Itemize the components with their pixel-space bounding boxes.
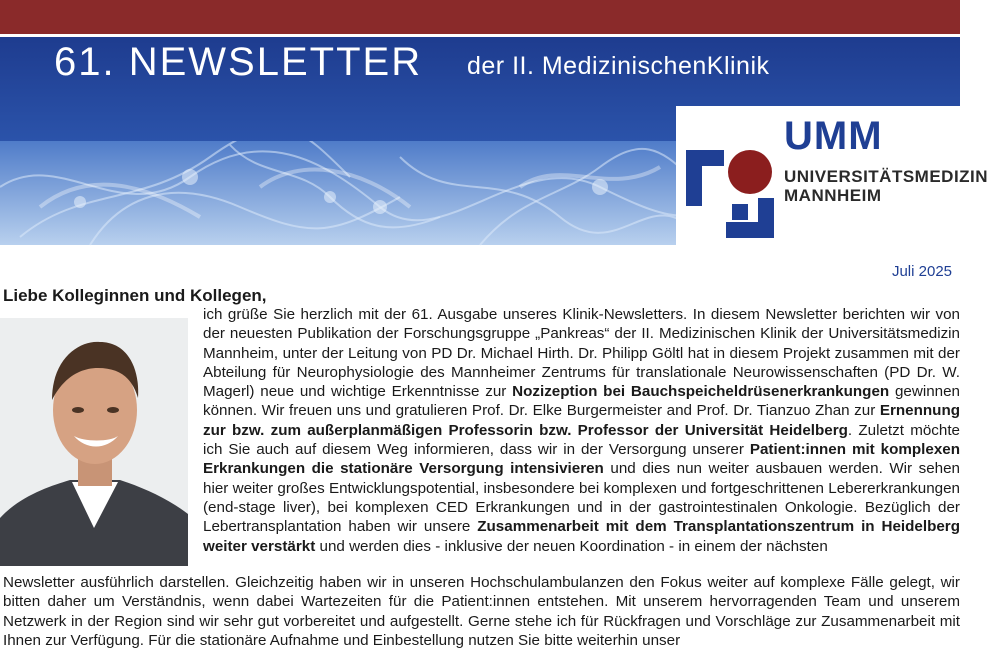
logo-wordmark: UMM: [784, 114, 883, 158]
intro-paragraph-wrapped: ich grüße Sie herzlich mit der 61. Ausgabe unseres Klinik-Newsletters. In diesem Newsletter berichten wir von der neuesten Publikation der Forschungsgruppe „Pankreas“ der II. Medizinischen Klinik der Universitätsmedizin Mannheim, unter der Leitung von PD Dr. Michael Hirth. Dr. Philipp Göltl hat in diesem Projekt zusammen mit der Abteilung für Neurophysiologie des Mannheimer Zentrums für translationale Neurowissenschaften (PD Dr. W. Magerl) neue und wichtige Erkenntnisse zur Nozizeption bei Bauchspeicheldrüsenerkrankungen gewinnen können. Wir freuen uns und gratulieren Prof. Dr. Elke Burgermeister and Prof. Dr. Tianzuo Zhan zur Ernennung zur bzw. zum außerplanmäßigen Professorin bzw. Professor der Universität Heidelberg. Zuletzt möchte ich Sie auch auf diesem Weg informieren, dass wir in der Versorgung unserer Patient:innen mit komplexen Erkrankungen die stationäre Versorgung intensivieren und dies nun weiter ausbauen werden. Wir sehen hier weiter großes Entwicklungspotential, insbesondere bei komplexen und fortgeschrittenen Lebererkrankungen (end-stage liver), bei komplexen CED Erkrankungen und in der gastrointestinalen Onkologie. Bezüglich der Lebertransplantation haben wir unsere Zusammenarbeit mit dem Transplantationszentrum in Heidelberg weiter verstärkt und werden dies - inklusive der neuen Koordination - in einem der nächsten: [203, 306, 960, 555]
issue-date: Juli 2025: [891, 263, 952, 280]
logo-subtitle: [784, 167, 988, 205]
logo-line-1: UNIVERSITÄTSMEDIZIN: [784, 167, 988, 186]
greeting: Liebe Kolleginnen und Kollegen,: [3, 286, 267, 305]
newsletter-subtitle: der II. MedizinischenKlinik: [467, 52, 770, 80]
top-color-bar: [0, 0, 960, 34]
logo-line-2: MANNHEIM: [784, 186, 882, 205]
newsletter-title: 61. NEWSLETTER: [54, 40, 423, 84]
highlight-ernennung: Ernennung zur bzw. zum außerplanmäßigen Professorin bzw. Professor der Universität Heidelberg: [203, 402, 960, 439]
highlight-stationaer: Patient:innen mit komplexen Erkrankungen die stationäre Versorgung intensivieren: [203, 441, 960, 478]
author-portrait: [0, 318, 188, 566]
highlight-transplantation: Zusammenarbeit mit dem Transplantationszentrum in Heidelberg weiter verstärkt: [203, 518, 960, 555]
umm-logo-icon: [686, 150, 774, 238]
intro-paragraph-full-width: Newsletter ausführlich darstellen. Gleichzeitig haben wir in unseren Hochschulambulanzen den Fokus weiter auf komplexe Fälle gelegt, wir bitten daher um Verständnis, wenn dabei Wartezeiten für die Patient:innen entstehen. Mit unserem hervorragenden Team und unserem Netzwerk in der Region sind wir sehr gut vorbereitet und aufgestellt. Gerne stehe ich für Rückfragen und Vorschläge zur Zusammenarbeit mit Ihnen zur Verfügung. Für die stationäre Aufnahme und Einbestellung nutzen Sie bitte weiterhin unser: [3, 574, 960, 649]
highlight-nozizeption: Nozizeption bei Bauchspeicheldrüsenerkrankungen: [512, 383, 890, 401]
